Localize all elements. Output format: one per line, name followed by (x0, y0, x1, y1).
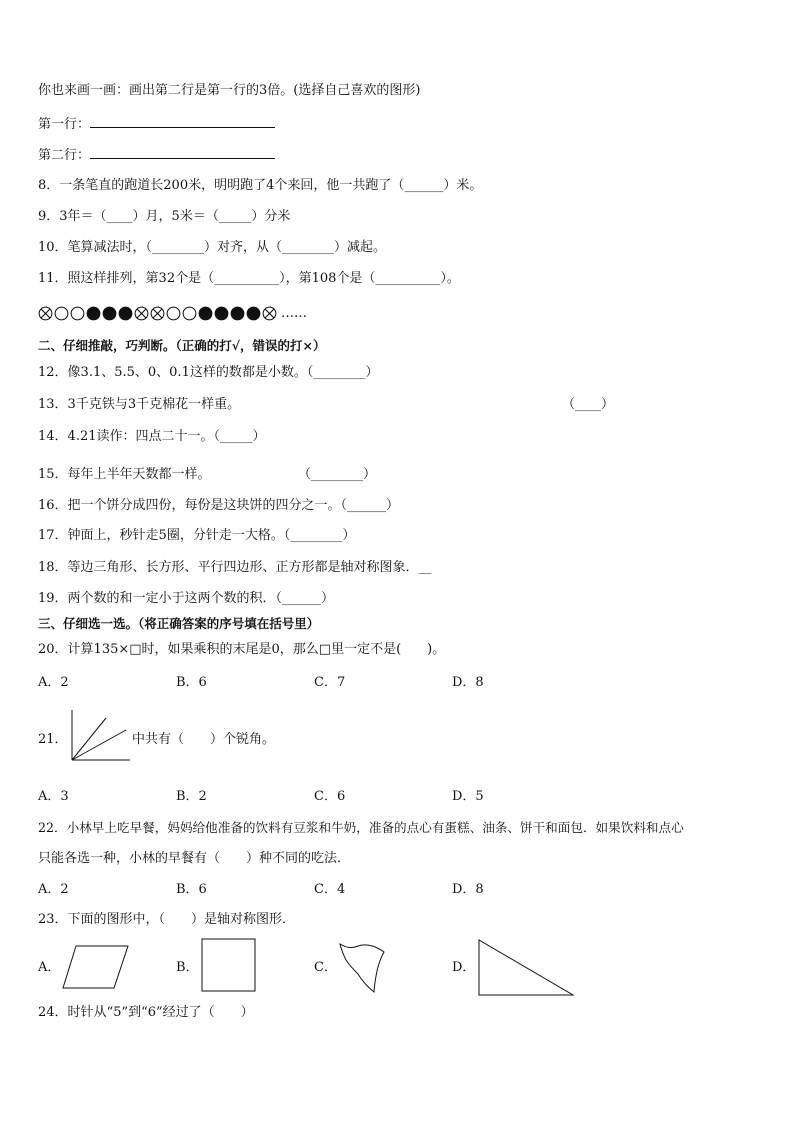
q21-option-c[interactable]: C．6 (314, 789, 346, 804)
draw-instruction: 你也来画一画：画出第二行是第一行的3倍。(选择自己喜欢的图形) (38, 83, 421, 98)
question-14: 14．4.21读作：四点二十一。（_____） (38, 429, 266, 444)
pattern-ellipsis: …… (281, 305, 307, 321)
square-figure (200, 937, 258, 993)
question-10: 10．笔算减法时，（________）对齐，从（________）减起。 (38, 240, 387, 255)
filled-circle-icon (118, 306, 133, 321)
row1-line (38, 115, 275, 134)
crossed-circle-icon (150, 306, 165, 321)
question-13: 13．3千克铁与3千克棉花一样重。 (38, 397, 241, 412)
empty-circle-icon (54, 306, 69, 321)
pattern-symbols (38, 306, 278, 321)
question-22-line1: 22．小林早上吃早餐，妈妈给他准备的饮料有豆浆和牛奶，准备的点心有蛋糕、油条、饼干和面包．如果饮料和点心 (38, 820, 684, 835)
question-16: 16．把一个饼分成四份，每份是这块饼的四分之一。（______） (38, 498, 400, 513)
q22-option-a[interactable]: A．2 (38, 882, 69, 897)
q21-option-d[interactable]: D．5 (452, 789, 484, 804)
row2-blank[interactable] (90, 146, 275, 159)
filled-circle-icon (214, 306, 229, 321)
question-13-blank[interactable]: （____） (562, 397, 615, 412)
question-17: 17．钟面上，秒针走5圈，分针走一大格。（________） (38, 528, 356, 543)
question-18: 18．等边三角形、长方形、平行四边形、正方形都是轴对称图象．__ (38, 560, 432, 575)
angle-rays-figure (68, 708, 132, 764)
q23-option-c[interactable]: C． (314, 960, 337, 975)
question-23: 23．下面的图形中，（ ）是轴对称图形． (38, 912, 296, 927)
symbol-pattern (38, 304, 307, 322)
irregular-shape-figure (336, 940, 388, 996)
row2-label: 第二行： (38, 148, 91, 163)
filled-circle-icon (246, 306, 261, 321)
filled-circle-icon (86, 306, 101, 321)
question-11: 11．照这样排列，第32个是（__________），第108个是（__________）。 (38, 271, 460, 286)
crossed-circle-icon (262, 306, 277, 321)
q20-option-c[interactable]: C．7 (314, 675, 346, 690)
q20-option-b[interactable]: B．6 (176, 675, 207, 690)
question-15: 15．每年上半年天数都一样。 (38, 467, 211, 482)
question-9: 9．3年＝（____）月，5米＝（_____）分米 (38, 209, 291, 224)
row1-blank[interactable] (90, 115, 275, 128)
q21-option-b[interactable]: B．2 (176, 789, 207, 804)
q21-option-a[interactable]: A．3 (38, 789, 69, 804)
q23-option-b[interactable]: B． (176, 960, 199, 975)
filled-circle-icon (102, 306, 117, 321)
q20-option-a[interactable]: A．2 (38, 675, 69, 690)
q20-option-d[interactable]: D．8 (452, 675, 484, 690)
row1-label: 第一行： (38, 117, 91, 132)
row2-line (38, 146, 275, 165)
question-22-line2: 只能各选一种，小林的早餐有（ ）种不同的吃法． (38, 851, 351, 866)
empty-circle-icon (166, 306, 181, 321)
q22-option-d[interactable]: D．8 (452, 882, 484, 897)
question-19: 19．两个数的和一定小于这两个数的积．（______） (38, 591, 335, 606)
section-2-heading: 二、仔细推敲，巧判断。（正确的打√，错误的打×） (38, 338, 326, 353)
question-15-blank[interactable]: （________） (298, 467, 377, 482)
section-3-heading: 三、仔细选一选。（将正确答案的序号填在括号里） (38, 616, 320, 631)
crossed-circle-icon (38, 306, 53, 321)
q23-option-a[interactable]: A． (38, 960, 61, 975)
question-12: 12．像3.1、5.5、0、0.1这样的数都是小数。（________） (38, 365, 379, 380)
filled-circle-icon (198, 306, 213, 321)
question-21-number: 21． (38, 732, 68, 747)
question-8: 8．一条笔直的跑道长200米，明明跑了4个来回，他一共跑了（______）米。 (38, 178, 483, 193)
q23-option-d[interactable]: D． (452, 960, 476, 975)
right-triangle-figure (476, 938, 576, 998)
question-21-text: 中共有（ ）个锐角。 (132, 732, 276, 747)
empty-circle-icon (182, 306, 197, 321)
crossed-circle-icon (134, 306, 149, 321)
empty-circle-icon (70, 306, 85, 321)
q22-option-c[interactable]: C．4 (314, 882, 346, 897)
question-24: 24．时针从“5”到“6”经过了（ ） (38, 1005, 254, 1020)
q22-option-b[interactable]: B．6 (176, 882, 207, 897)
parallelogram-figure (62, 944, 130, 990)
filled-circle-icon (230, 306, 245, 321)
question-20: 20．计算135×□时，如果乘积的末尾是0，那么□里一定不是( )。 (38, 642, 446, 657)
